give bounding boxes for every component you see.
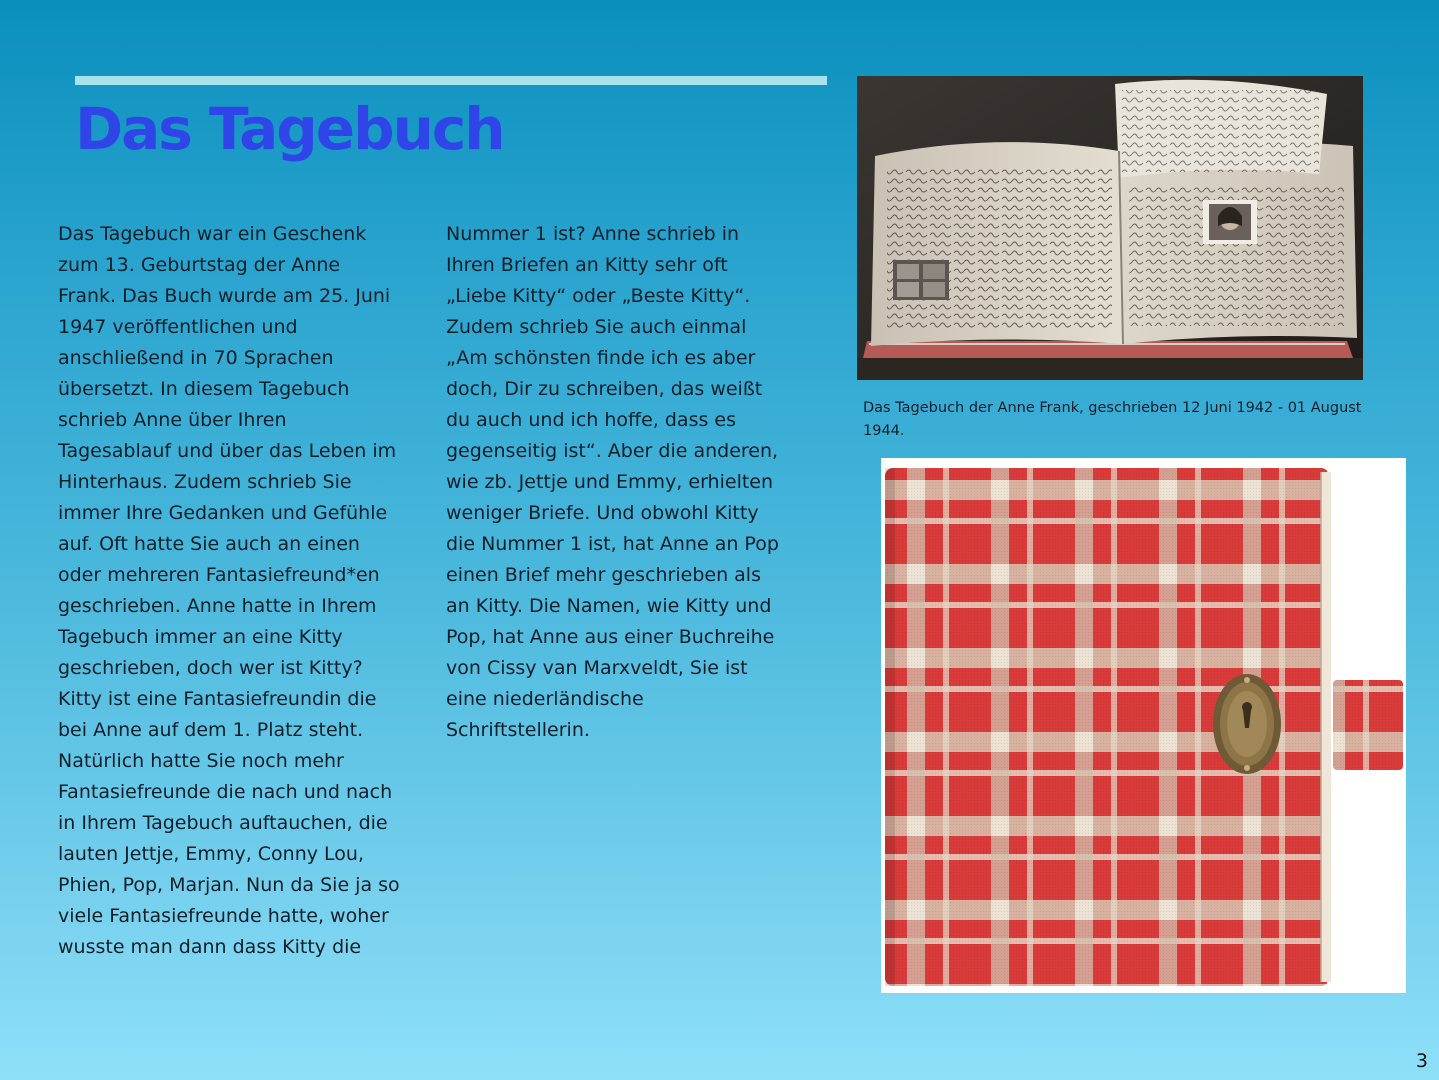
diary-cover-image	[881, 458, 1406, 993]
open-diary-photo	[857, 76, 1363, 380]
diary-photo-caption: Das Tagebuch der Anne Frank, geschrieben 12 Juni 1942 - 01 August 1944.	[863, 400, 1362, 439]
page-number: 3	[1415, 1050, 1428, 1072]
title-accent-rule	[75, 76, 827, 85]
page-title: Das Tagebuch	[75, 95, 504, 163]
body-text-right-column: Nummer 1 ist? Anne schrieb in Ihren Briefen an Kitty sehr oft „Liebe Kitty“ oder „Beste Kitty“. Zudem schrieb Sie auch einmal „Am schönsten finde ich es aber doch, Dir zu schreiben, das weißt du auch und ich hoffe, dass es gegenseitig ist“. Aber die anderen, wie zb. Jettje und Emmy, erhielten weniger Briefe. Und obwohl Kitty die Nummer 1 ist, hat Anne an Pop einen Brief mehr geschrieben als an Kitty. Die Namen, wie Kitty und Pop, hat Anne aus einer Buchreihe von Cissy van Marxveldt, Sie ist eine niederländische Schriftstellerin.	[446, 223, 779, 741]
body-text-left-column: Das Tagebuch war ein Geschenk zum 13. Geburtstag der Anne Frank. Das Buch wurde am 25. Juni 1947 veröffentlichen und anschließend in 70 Sprachen übersetzt. In diesem Tagebuch schrieb Anne über Ihren Tagesablauf und über das Leben im Hinterhaus. Zudem schrieb Sie immer Ihre Gedanken und Gefühle auf. Oft hatte Sie auch an einen oder mehreren Fantasiefreund*en geschrieben. Anne hatte in Ihrem Tagebuch immer an eine Kitty geschrieben, doch wer ist Kitty? Kitty ist eine Fantasiefreundin die bei Anne auf dem 1. Platz steht. Natürlich hatte Sie noch mehr Fantasiefreunde die nach und nach in Ihrem Tagebuch auftauchen, die lauten Jettje, Emmy, Conny Lou, Phien, Pop, Marjan. Nun da Sie ja so viele Fantasiefreunde hatte, woher wusste man dann dass Kitty die	[58, 223, 400, 958]
